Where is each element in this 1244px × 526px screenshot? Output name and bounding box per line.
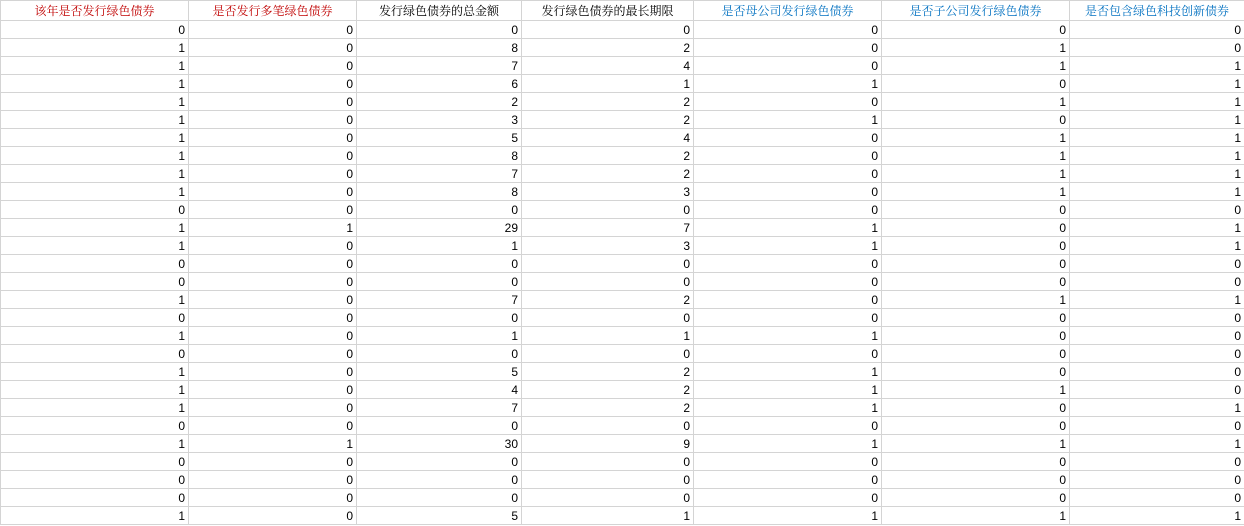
table-cell[interactable]: 1 (1070, 183, 1244, 201)
table-cell[interactable]: 30 (357, 435, 522, 453)
table-cell[interactable]: 0 (189, 147, 357, 165)
table-row (1, 183, 1244, 201)
table-cell[interactable]: 0 (1070, 39, 1244, 57)
table-cell[interactable]: 1 (882, 39, 1070, 57)
table-cell[interactable]: 1 (1070, 147, 1244, 165)
table-cell[interactable]: 0 (694, 183, 882, 201)
table-cell[interactable]: 0 (694, 273, 882, 291)
table-cell[interactable]: 1 (1070, 435, 1244, 453)
table-cell[interactable]: 1 (882, 147, 1070, 165)
table-cell[interactable]: 1 (1, 363, 189, 381)
table-cell[interactable]: 0 (1070, 21, 1244, 39)
table-row (1, 363, 1244, 381)
table-cell[interactable]: 0 (882, 237, 1070, 255)
table-cell[interactable]: 0 (882, 111, 1070, 129)
table-cell[interactable]: 0 (522, 309, 694, 327)
table-cell[interactable]: 0 (694, 147, 882, 165)
table-cell[interactable]: 0 (694, 345, 882, 363)
table-cell[interactable]: 0 (1, 345, 189, 363)
table-cell[interactable]: 1 (1, 93, 189, 111)
table-cell[interactable]: 0 (694, 39, 882, 57)
table-cell[interactable]: 0 (189, 165, 357, 183)
table-header (1, 1, 1244, 21)
table-cell[interactable]: 0 (882, 489, 1070, 507)
table-cell[interactable]: 0 (189, 309, 357, 327)
table-cell[interactable]: 0 (189, 345, 357, 363)
table-cell[interactable]: 1 (1070, 57, 1244, 75)
column-header[interactable]: 发行绿色债券的总金额 (357, 1, 522, 21)
table-cell[interactable]: 0 (1070, 363, 1244, 381)
table-cell[interactable]: 0 (882, 255, 1070, 273)
table-cell[interactable]: 0 (522, 345, 694, 363)
table-cell[interactable]: 0 (357, 309, 522, 327)
column-header[interactable]: 是否发行多笔绿色债券 (189, 1, 357, 21)
table-cell[interactable]: 29 (357, 219, 522, 237)
table-row (1, 507, 1244, 525)
table-cell[interactable]: 0 (882, 273, 1070, 291)
table-cell[interactable]: 0 (882, 309, 1070, 327)
table-cell[interactable]: 1 (1070, 129, 1244, 147)
table-cell[interactable]: 0 (189, 21, 357, 39)
table-cell[interactable]: 0 (522, 489, 694, 507)
table-cell[interactable]: 3 (522, 237, 694, 255)
table-cell[interactable]: 1 (1, 399, 189, 417)
table-cell[interactable]: 1 (1, 237, 189, 255)
table-cell[interactable]: 1 (694, 435, 882, 453)
table-cell[interactable]: 0 (189, 201, 357, 219)
column-header[interactable]: 是否母公司发行绿色债券 (694, 1, 882, 21)
table-cell[interactable]: 0 (357, 453, 522, 471)
table-cell[interactable]: 0 (882, 201, 1070, 219)
table-cell[interactable]: 1 (1, 147, 189, 165)
table-cell[interactable]: 1 (694, 399, 882, 417)
table-cell[interactable]: 1 (1070, 165, 1244, 183)
table-row (1, 417, 1244, 435)
table-cell[interactable]: 0 (882, 471, 1070, 489)
table-cell[interactable]: 0 (1070, 471, 1244, 489)
table-cell[interactable]: 2 (522, 165, 694, 183)
table-cell[interactable]: 0 (694, 201, 882, 219)
table-row (1, 327, 1244, 345)
table-cell[interactable]: 1 (882, 93, 1070, 111)
table-cell[interactable]: 1 (1, 219, 189, 237)
column-header[interactable]: 发行绿色债券的最长期限 (522, 1, 694, 21)
table-cell[interactable]: 0 (189, 93, 357, 111)
table-row (1, 489, 1244, 507)
table-cell[interactable]: 7 (357, 165, 522, 183)
table-cell[interactable]: 1 (882, 183, 1070, 201)
table-cell[interactable]: 1 (1070, 219, 1244, 237)
table-cell[interactable]: 0 (189, 57, 357, 75)
table-cell[interactable]: 1 (1070, 291, 1244, 309)
table-cell[interactable]: 1 (522, 75, 694, 93)
table-row (1, 273, 1244, 291)
table-cell[interactable]: 0 (1070, 201, 1244, 219)
table-cell[interactable]: 1 (1, 75, 189, 93)
table-cell[interactable]: 1 (1, 39, 189, 57)
table-cell[interactable]: 0 (882, 75, 1070, 93)
table-cell[interactable]: 0 (522, 417, 694, 435)
table-cell[interactable]: 0 (189, 471, 357, 489)
table-cell[interactable]: 0 (189, 111, 357, 129)
table-cell[interactable]: 1 (1070, 111, 1244, 129)
table-cell[interactable]: 0 (694, 417, 882, 435)
table-cell[interactable]: 1 (1, 165, 189, 183)
table-cell[interactable]: 1 (1, 507, 189, 525)
table-cell[interactable]: 0 (189, 273, 357, 291)
table-cell[interactable]: 4 (522, 57, 694, 75)
table-cell[interactable]: 0 (522, 201, 694, 219)
table-cell[interactable]: 2 (522, 93, 694, 111)
table-cell[interactable]: 1 (1070, 75, 1244, 93)
table-cell[interactable]: 0 (1, 21, 189, 39)
table-cell[interactable]: 1 (1, 183, 189, 201)
table-cell[interactable]: 0 (882, 417, 1070, 435)
table-cell[interactable]: 1 (1, 111, 189, 129)
table-row (1, 129, 1244, 147)
table-row (1, 291, 1244, 309)
table-row (1, 21, 1244, 39)
table-cell[interactable]: 0 (1, 471, 189, 489)
table-cell[interactable]: 1 (1, 129, 189, 147)
table-cell[interactable]: 1 (1, 435, 189, 453)
table-cell[interactable]: 0 (189, 291, 357, 309)
table-cell[interactable]: 5 (357, 129, 522, 147)
table-cell[interactable]: 1 (1, 57, 189, 75)
table-cell[interactable]: 1 (694, 381, 882, 399)
table-cell[interactable]: 0 (522, 471, 694, 489)
table-cell[interactable]: 0 (189, 75, 357, 93)
table-cell[interactable]: 0 (694, 165, 882, 183)
table-cell[interactable]: 2 (357, 93, 522, 111)
table-cell[interactable]: 4 (522, 129, 694, 147)
table-cell[interactable]: 9 (522, 435, 694, 453)
table-cell[interactable]: 0 (694, 255, 882, 273)
table-cell[interactable]: 5 (357, 363, 522, 381)
table-cell[interactable]: 0 (1, 417, 189, 435)
table-cell[interactable]: 0 (189, 399, 357, 417)
column-header[interactable]: 该年是否发行绿色债券 (1, 1, 189, 21)
column-header[interactable]: 是否子公司发行绿色债券 (882, 1, 1070, 21)
table-cell[interactable]: 1 (1, 381, 189, 399)
table-row (1, 471, 1244, 489)
table-cell[interactable]: 1 (1, 327, 189, 345)
table-cell[interactable]: 8 (357, 147, 522, 165)
table-cell[interactable]: 0 (357, 345, 522, 363)
table-cell[interactable]: 0 (694, 471, 882, 489)
table-cell[interactable]: 1 (1070, 507, 1244, 525)
table-row (1, 345, 1244, 363)
table-cell[interactable]: 0 (1070, 255, 1244, 273)
table-row (1, 453, 1244, 471)
table-cell[interactable]: 0 (189, 327, 357, 345)
table-cell[interactable]: 0 (522, 273, 694, 291)
table-cell[interactable]: 1 (694, 507, 882, 525)
table-cell[interactable]: 1 (189, 219, 357, 237)
table-cell[interactable]: 0 (1070, 489, 1244, 507)
table-cell[interactable]: 1 (882, 129, 1070, 147)
table-row (1, 111, 1244, 129)
table-cell[interactable]: 0 (1070, 381, 1244, 399)
table-row (1, 255, 1244, 273)
table-cell[interactable]: 0 (882, 399, 1070, 417)
table-cell[interactable]: 6 (357, 75, 522, 93)
table-cell[interactable]: 0 (189, 129, 357, 147)
table-cell[interactable]: 1 (1070, 93, 1244, 111)
table-cell[interactable]: 0 (357, 417, 522, 435)
table-row (1, 147, 1244, 165)
table-cell[interactable]: 1 (882, 507, 1070, 525)
table-cell[interactable]: 1 (882, 57, 1070, 75)
table-cell[interactable]: 1 (882, 381, 1070, 399)
table-cell[interactable]: 0 (357, 255, 522, 273)
table-cell[interactable]: 7 (357, 399, 522, 417)
table-row (1, 399, 1244, 417)
table-cell[interactable]: 0 (357, 489, 522, 507)
table-row (1, 435, 1244, 453)
table-cell[interactable]: 8 (357, 183, 522, 201)
table-cell[interactable]: 0 (694, 129, 882, 147)
table-cell[interactable]: 1 (694, 219, 882, 237)
table-cell[interactable]: 1 (882, 291, 1070, 309)
table-cell[interactable]: 1 (694, 327, 882, 345)
table-cell[interactable]: 0 (357, 471, 522, 489)
table-cell[interactable]: 0 (1070, 345, 1244, 363)
table-cell[interactable]: 0 (694, 93, 882, 111)
table-cell[interactable]: 1 (1, 291, 189, 309)
table-row (1, 219, 1244, 237)
table-row (1, 309, 1244, 327)
table-cell[interactable]: 1 (694, 75, 882, 93)
table-cell[interactable]: 4 (357, 381, 522, 399)
table-cell[interactable]: 1 (694, 237, 882, 255)
table-body (1, 21, 1244, 525)
table-cell[interactable]: 0 (694, 291, 882, 309)
table-cell[interactable]: 0 (882, 21, 1070, 39)
table-cell[interactable]: 1 (882, 435, 1070, 453)
table-cell[interactable]: 0 (1, 309, 189, 327)
table-cell[interactable]: 0 (1, 201, 189, 219)
table-cell[interactable]: 1 (522, 327, 694, 345)
table-cell[interactable]: 0 (189, 237, 357, 255)
table-cell[interactable]: 0 (882, 219, 1070, 237)
table-cell[interactable]: 7 (522, 219, 694, 237)
table-row (1, 237, 1244, 255)
table-cell[interactable]: 7 (357, 57, 522, 75)
table-cell[interactable]: 0 (357, 273, 522, 291)
table-row (1, 381, 1244, 399)
table-cell[interactable]: 0 (357, 21, 522, 39)
table-cell[interactable]: 0 (189, 363, 357, 381)
table-cell[interactable]: 0 (189, 453, 357, 471)
table-cell[interactable]: 2 (522, 291, 694, 309)
table-cell[interactable]: 0 (694, 57, 882, 75)
table-cell[interactable]: 2 (522, 111, 694, 129)
table-cell[interactable]: 0 (882, 345, 1070, 363)
table-cell[interactable]: 0 (189, 507, 357, 525)
table-cell[interactable]: 2 (522, 39, 694, 57)
table-cell[interactable]: 2 (522, 147, 694, 165)
table-cell[interactable]: 0 (1, 273, 189, 291)
table-row (1, 75, 1244, 93)
column-header[interactable]: 是否包含绿色科技创新债券 (1070, 1, 1244, 21)
table-row (1, 39, 1244, 57)
table-row (1, 165, 1244, 183)
table-cell[interactable]: 1 (1070, 399, 1244, 417)
table-cell[interactable]: 0 (694, 21, 882, 39)
table-cell[interactable]: 0 (522, 255, 694, 273)
table-cell[interactable]: 3 (357, 111, 522, 129)
table-cell[interactable]: 2 (522, 363, 694, 381)
table-cell[interactable]: 0 (1, 453, 189, 471)
table-cell[interactable]: 0 (1070, 453, 1244, 471)
table-cell[interactable]: 0 (1, 255, 189, 273)
table-cell[interactable]: 0 (189, 489, 357, 507)
table-cell[interactable]: 5 (357, 507, 522, 525)
table-cell[interactable]: 1 (694, 363, 882, 381)
table-cell[interactable]: 2 (522, 399, 694, 417)
table-cell[interactable]: 1 (1070, 237, 1244, 255)
table-cell[interactable]: 1 (189, 435, 357, 453)
table-row (1, 93, 1244, 111)
table-cell[interactable]: 8 (357, 39, 522, 57)
table-cell[interactable]: 2 (522, 381, 694, 399)
table-cell[interactable]: 0 (189, 183, 357, 201)
table-cell[interactable]: 0 (694, 489, 882, 507)
table-cell[interactable]: 0 (1070, 273, 1244, 291)
table-cell[interactable]: 1 (357, 237, 522, 255)
table-cell[interactable]: 0 (1070, 327, 1244, 345)
table-cell[interactable]: 0 (522, 21, 694, 39)
table-cell[interactable]: 0 (694, 453, 882, 471)
table-cell[interactable]: 0 (522, 453, 694, 471)
table-cell[interactable]: 0 (189, 255, 357, 273)
table-cell[interactable]: 0 (357, 201, 522, 219)
table-row (1, 57, 1244, 75)
table-cell[interactable]: 0 (1070, 309, 1244, 327)
table-cell[interactable]: 0 (882, 453, 1070, 471)
table-cell[interactable]: 1 (357, 327, 522, 345)
table-row (1, 201, 1244, 219)
table-cell[interactable]: 0 (882, 327, 1070, 345)
table-cell[interactable]: 0 (1070, 417, 1244, 435)
table-cell[interactable]: 0 (882, 363, 1070, 381)
table-cell[interactable]: 0 (189, 417, 357, 435)
table-cell[interactable]: 1 (882, 165, 1070, 183)
table-cell[interactable]: 0 (694, 309, 882, 327)
table-cell[interactable]: 3 (522, 183, 694, 201)
table-cell[interactable]: 7 (357, 291, 522, 309)
header-row (1, 1, 1244, 21)
table-cell[interactable]: 1 (522, 507, 694, 525)
table-cell[interactable]: 1 (694, 111, 882, 129)
table-cell[interactable]: 0 (189, 39, 357, 57)
table-cell[interactable]: 0 (1, 489, 189, 507)
table-cell[interactable]: 0 (189, 381, 357, 399)
